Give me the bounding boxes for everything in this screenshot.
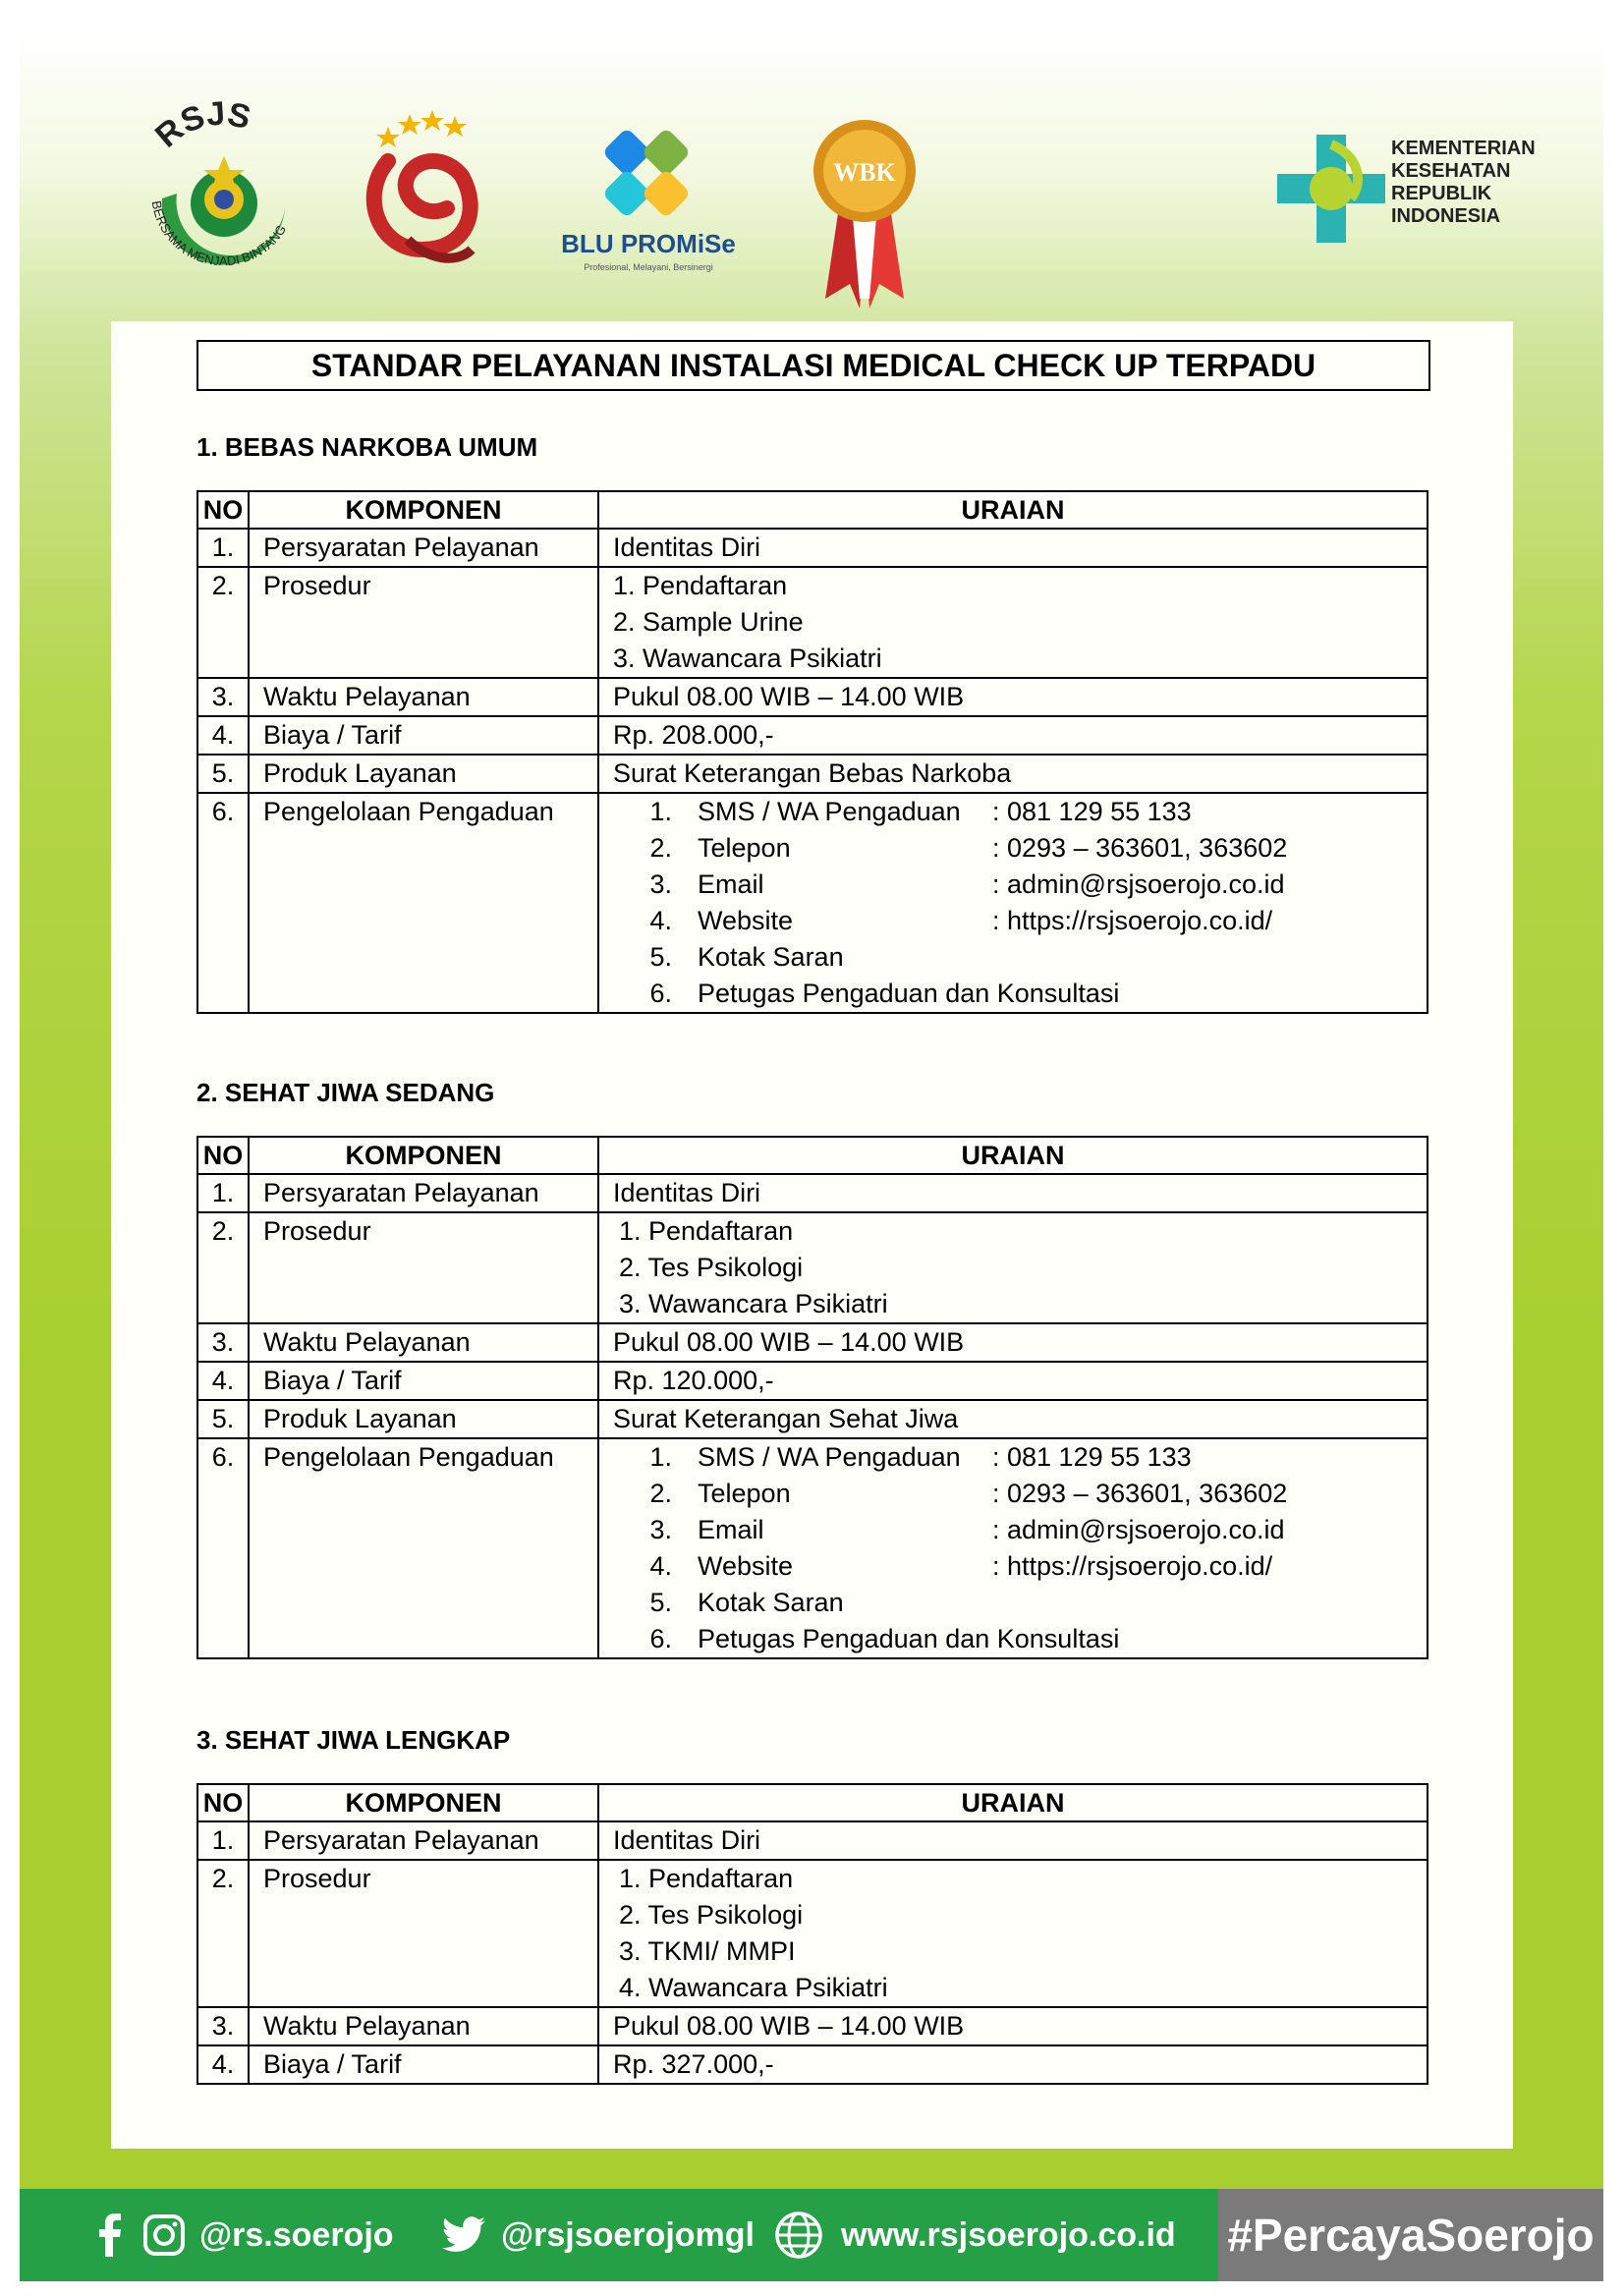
contact-item bbox=[613, 903, 1413, 939]
column-header-uraian: URAIAN bbox=[598, 1784, 1428, 1821]
row-komponen: Pengelolaan Pengaduan bbox=[249, 1438, 598, 1658]
procedure-step: 3. Wawancara Psikiatri bbox=[613, 644, 882, 673]
contact-label: Website bbox=[698, 1551, 794, 1581]
procedure-steps bbox=[598, 567, 1428, 678]
procedure-step: 3. TKMI/ MMPI bbox=[619, 1936, 796, 1966]
row-komponen: Waktu Pelayanan bbox=[249, 678, 598, 716]
row-komponen: Produk Layanan bbox=[249, 755, 598, 793]
contact-label: SMS / WA Pengaduan bbox=[698, 797, 961, 826]
contact-number: 1. bbox=[649, 1442, 672, 1472]
row-komponen: Waktu Pelayanan bbox=[249, 1323, 598, 1362]
row-uraian: Surat Keterangan Bebas Narkoba bbox=[598, 755, 1428, 793]
row-uraian: Pukul 08.00 WIB – 14.00 WIB bbox=[598, 2007, 1428, 2045]
row-no: 1. bbox=[197, 1174, 249, 1212]
row-no: 3. bbox=[197, 2007, 249, 2045]
table-row bbox=[197, 1400, 1428, 1438]
row-komponen: Waktu Pelayanan bbox=[249, 2007, 598, 2045]
procedure-step: 1. Pendaftaran bbox=[619, 1864, 794, 1893]
row-uraian: Rp. 327.000,- bbox=[598, 2045, 1428, 2084]
kemenkes-line: INDONESIA bbox=[1391, 205, 1501, 227]
contact-number: 4. bbox=[649, 906, 672, 935]
row-komponen: Biaya / Tarif bbox=[249, 2045, 598, 2084]
website-url[interactable]: www.rsjsoerojo.co.id bbox=[841, 2215, 1176, 2254]
contact-value: : https://rsjsoerojo.co.id/ bbox=[992, 1551, 1273, 1581]
blu-logo-tagline: Profesional, Melayani, Bersinergi bbox=[584, 262, 713, 272]
contact-number: 2. bbox=[649, 1479, 672, 1508]
contact-value: : admin@rsjsoerojo.co.id bbox=[992, 869, 1285, 899]
section-title: 1. BEBAS NARKOBA UMUM bbox=[196, 432, 538, 462]
contact-number: 4. bbox=[649, 1551, 672, 1581]
row-komponen: Produk Layanan bbox=[249, 1400, 598, 1438]
contact-value: : 081 129 55 133 bbox=[992, 1442, 1192, 1472]
contact-number: 1. bbox=[649, 797, 672, 826]
row-uraian: Identitas Diri bbox=[598, 1821, 1428, 1860]
column-header-no: NO bbox=[197, 491, 249, 529]
contact-item bbox=[613, 794, 1413, 830]
contact-label: Telepon bbox=[698, 1479, 791, 1508]
contact-item bbox=[613, 1621, 1413, 1657]
row-komponen: Prosedur bbox=[249, 1860, 598, 2007]
contact-label: Email bbox=[698, 869, 764, 899]
row-no: 2. bbox=[197, 567, 249, 678]
kemenkes-line: REPUBLIK bbox=[1391, 183, 1492, 204]
contact-value: : 081 129 55 133 bbox=[992, 797, 1192, 826]
row-komponen: Prosedur bbox=[249, 1212, 598, 1323]
contact-number: 5. bbox=[649, 942, 672, 972]
footer-facebook-instagram[interactable] bbox=[93, 2211, 394, 2260]
column-header-no: NO bbox=[197, 1784, 249, 1821]
footer-twitter[interactable] bbox=[442, 2211, 755, 2260]
column-header-komponen: KOMPONEN bbox=[249, 491, 598, 529]
contact-item bbox=[613, 1439, 1413, 1476]
row-uraian: Pukul 08.00 WIB – 14.00 WIB bbox=[598, 1323, 1428, 1362]
twitter-handle[interactable]: @rsjsoerojomgl bbox=[501, 2215, 755, 2254]
kemenkes-line: KEMENTERIAN bbox=[1391, 138, 1536, 159]
procedure-step: 1. Pendaftaran bbox=[613, 571, 788, 600]
contact-label: Kotak Saran bbox=[698, 1588, 844, 1617]
procedure-step: 1. Pendaftaran bbox=[619, 1216, 794, 1246]
column-header-komponen: KOMPONEN bbox=[249, 1784, 598, 1821]
contact-item bbox=[613, 830, 1413, 867]
row-no: 1. bbox=[197, 1821, 249, 1860]
table-row bbox=[197, 1860, 1428, 2007]
row-no: 5. bbox=[197, 755, 249, 793]
column-header-komponen: KOMPONEN bbox=[249, 1137, 598, 1174]
procedure-steps bbox=[598, 1860, 1428, 2007]
row-no: 3. bbox=[197, 1323, 249, 1362]
contact-item bbox=[613, 976, 1413, 1012]
kemenkes-line: KESEHATAN bbox=[1391, 160, 1511, 182]
rsjs-logo bbox=[123, 95, 319, 292]
row-no: 6. bbox=[197, 793, 249, 1013]
column-header-uraian: URAIAN bbox=[598, 491, 1428, 529]
contact-item bbox=[613, 1548, 1413, 1585]
table-header-row bbox=[197, 491, 1428, 529]
blu-promise-logo bbox=[550, 115, 747, 282]
contact-value: : 0293 – 363601, 363602 bbox=[992, 1479, 1288, 1508]
table-row bbox=[197, 2045, 1428, 2084]
contact-item bbox=[613, 867, 1413, 903]
column-header-uraian: URAIAN bbox=[598, 1137, 1428, 1174]
row-no: 3. bbox=[197, 678, 249, 716]
contact-label: Kotak Saran bbox=[698, 942, 844, 972]
row-komponen: Biaya / Tarif bbox=[249, 716, 598, 755]
table-row bbox=[197, 755, 1428, 793]
row-komponen: Persyaratan Pelayanan bbox=[249, 1174, 598, 1212]
table-row bbox=[197, 678, 1428, 716]
contact-label: Email bbox=[698, 1515, 764, 1544]
facebook-icon bbox=[93, 2213, 127, 2257]
table-row bbox=[197, 1362, 1428, 1400]
table-header-row bbox=[197, 1784, 1428, 1821]
procedure-step: 2. Sample Urine bbox=[613, 607, 804, 637]
rsjs-logo-text: RSJS bbox=[147, 95, 254, 155]
procedure-steps bbox=[598, 1212, 1428, 1323]
row-uraian: Rp. 120.000,- bbox=[598, 1362, 1428, 1400]
instagram-handle[interactable]: @rs.soerojo bbox=[199, 2215, 394, 2254]
kemenkes-logo bbox=[1267, 125, 1395, 252]
contact-label: SMS / WA Pengaduan bbox=[698, 1442, 961, 1472]
contact-number: 6. bbox=[649, 1624, 672, 1653]
procedure-step: 3. Wawancara Psikiatri bbox=[619, 1289, 888, 1318]
row-no: 4. bbox=[197, 716, 249, 755]
kemenkes-text bbox=[1391, 138, 1536, 228]
row-uraian: Pukul 08.00 WIB – 14.00 WIB bbox=[598, 678, 1428, 716]
wbk-medal-logo bbox=[801, 102, 928, 318]
table-row bbox=[197, 1323, 1428, 1362]
complaint-contacts bbox=[598, 793, 1428, 1013]
contact-number: 3. bbox=[649, 869, 672, 899]
row-komponen: Biaya / Tarif bbox=[249, 1362, 598, 1400]
table-row bbox=[197, 1821, 1428, 1860]
contact-value: : https://rsjsoerojo.co.id/ bbox=[992, 906, 1273, 935]
contact-item bbox=[613, 939, 1413, 976]
service-table bbox=[196, 1783, 1428, 2085]
contact-label: Petugas Pengaduan dan Konsultasi bbox=[698, 979, 1120, 1008]
twitter-icon bbox=[442, 2216, 485, 2254]
row-no: 1. bbox=[197, 529, 249, 567]
row-uraian: Rp. 208.000,- bbox=[598, 716, 1428, 755]
contact-item bbox=[613, 1476, 1413, 1512]
hashtag-badge: #PercayaSoerojo bbox=[1218, 2189, 1603, 2281]
row-no: 5. bbox=[197, 1400, 249, 1438]
table-row bbox=[197, 567, 1428, 678]
contact-number: 5. bbox=[649, 1588, 672, 1617]
header-logos bbox=[20, 31, 1603, 326]
table-header-row bbox=[197, 1137, 1428, 1174]
table-row bbox=[197, 716, 1428, 755]
row-no: 6. bbox=[197, 1438, 249, 1658]
row-no: 2. bbox=[197, 1212, 249, 1323]
row-uraian: Surat Keterangan Sehat Jiwa bbox=[598, 1400, 1428, 1438]
contact-label: Petugas Pengaduan dan Konsultasi bbox=[698, 1624, 1120, 1653]
procedure-step: 4. Wawancara Psikiatri bbox=[619, 1973, 888, 2002]
section-title: 3. SEHAT JIWA LENGKAP bbox=[196, 1725, 511, 1755]
table-row bbox=[197, 529, 1428, 567]
contact-value: : admin@rsjsoerojo.co.id bbox=[992, 1515, 1285, 1544]
row-komponen: Persyaratan Pelayanan bbox=[249, 1821, 598, 1860]
rsjs-logo-motto: BERSAMA MENJADI BINTANG bbox=[148, 199, 290, 269]
table-row bbox=[197, 1438, 1428, 1658]
row-no: 4. bbox=[197, 1362, 249, 1400]
service-table bbox=[196, 1136, 1428, 1659]
row-no: 2. bbox=[197, 1860, 249, 2007]
row-no: 4. bbox=[197, 2045, 249, 2084]
column-header-no: NO bbox=[197, 1137, 249, 1174]
contact-value: : 0293 – 363601, 363602 bbox=[992, 833, 1288, 863]
row-komponen: Persyaratan Pelayanan bbox=[249, 529, 598, 567]
procedure-step: 2. Tes Psikologi bbox=[619, 1253, 804, 1282]
row-komponen: Pengelolaan Pengaduan bbox=[249, 793, 598, 1013]
footer-website[interactable] bbox=[774, 2211, 1176, 2260]
contact-label: Telepon bbox=[698, 833, 791, 863]
contact-item bbox=[613, 1512, 1413, 1548]
document-title: STANDAR PELAYANAN INSTALASI MEDICAL CHECK UP TERPADU bbox=[196, 340, 1430, 391]
service-table bbox=[196, 490, 1428, 1014]
table-row bbox=[197, 1174, 1428, 1212]
quality-logo bbox=[349, 102, 496, 279]
svg-text:RSJS bbox=[148, 95, 254, 155]
row-komponen: Prosedur bbox=[249, 567, 598, 678]
blu-logo-text: BLU PROMiSe bbox=[561, 229, 736, 258]
table-row bbox=[197, 793, 1428, 1013]
row-uraian: Identitas Diri bbox=[598, 529, 1428, 567]
table-row bbox=[197, 2007, 1428, 2045]
row-uraian: Identitas Diri bbox=[598, 1174, 1428, 1212]
globe-icon bbox=[774, 2211, 823, 2260]
contact-number: 2. bbox=[649, 833, 672, 863]
contact-number: 6. bbox=[649, 979, 672, 1008]
contact-label: Website bbox=[698, 906, 794, 935]
contact-item bbox=[613, 1585, 1413, 1621]
table-row bbox=[197, 1212, 1428, 1323]
complaint-contacts bbox=[598, 1438, 1428, 1658]
instagram-icon bbox=[142, 2213, 186, 2257]
procedure-step: 2. Tes Psikologi bbox=[619, 1900, 804, 1930]
wbk-logo-text: WBK bbox=[833, 158, 896, 187]
contact-number: 3. bbox=[649, 1515, 672, 1544]
section-title: 2. SEHAT JIWA SEDANG bbox=[196, 1078, 495, 1107]
